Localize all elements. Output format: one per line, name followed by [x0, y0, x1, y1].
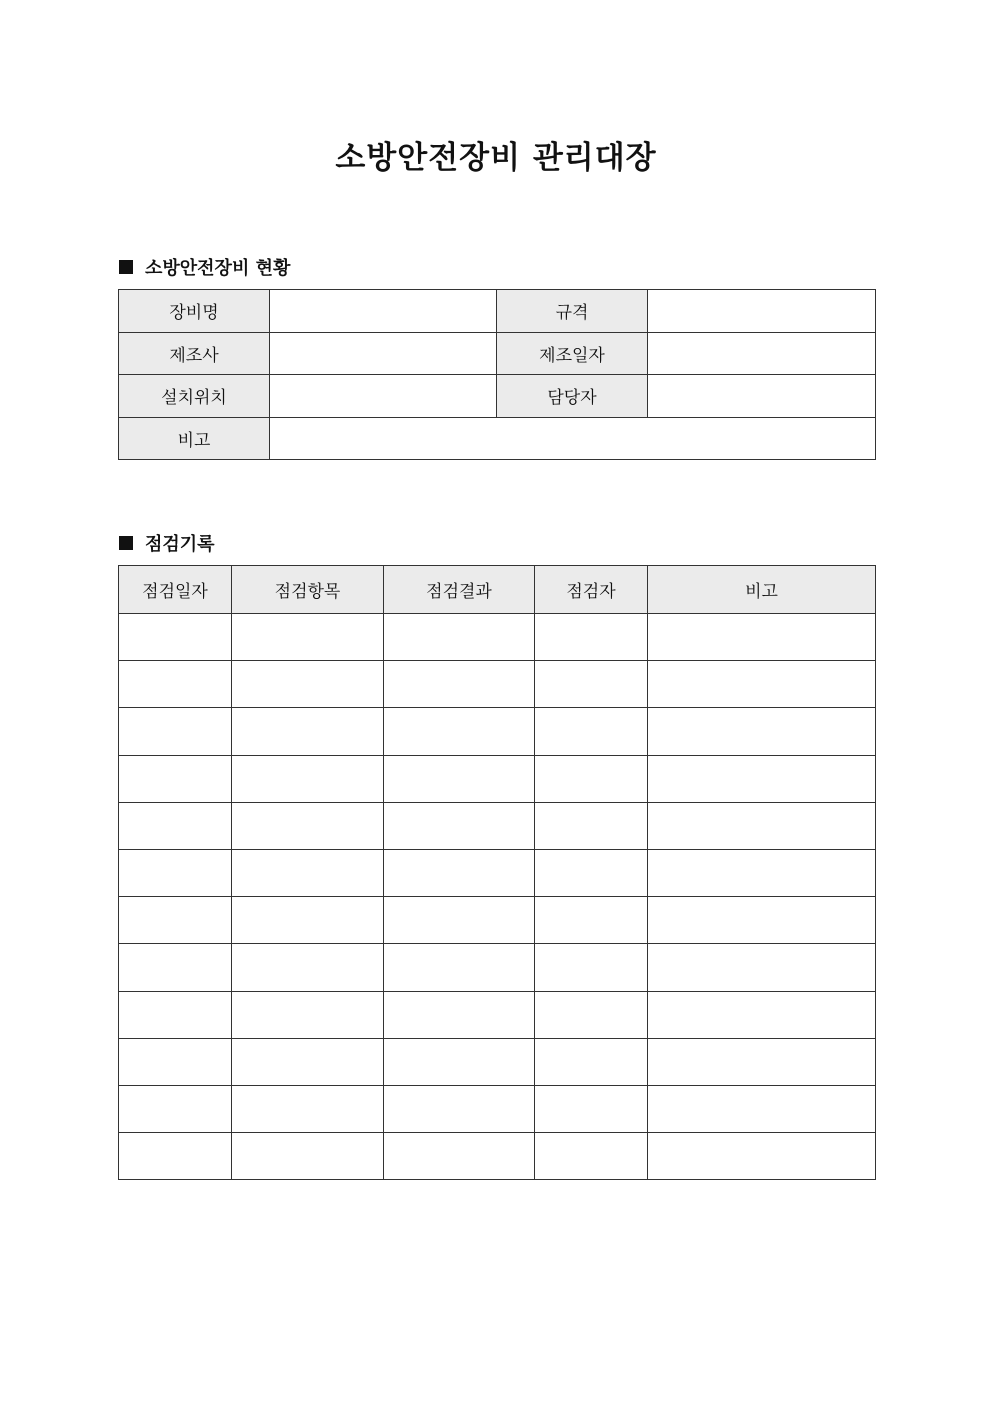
record-cell[interactable]	[648, 991, 876, 1038]
record-cell[interactable]	[232, 755, 384, 802]
record-cell[interactable]	[384, 755, 535, 802]
record-cell[interactable]	[384, 897, 535, 944]
record-cell[interactable]	[648, 661, 876, 708]
table-row	[119, 1133, 876, 1180]
table-row	[119, 991, 876, 1038]
record-cell[interactable]	[232, 944, 384, 991]
record-cell[interactable]	[119, 614, 232, 661]
record-cell[interactable]	[119, 1038, 232, 1085]
table-row	[119, 1038, 876, 1085]
record-cell[interactable]	[119, 802, 232, 849]
record-cell[interactable]	[232, 802, 384, 849]
remarks-field[interactable]	[270, 417, 876, 460]
record-cell[interactable]	[119, 755, 232, 802]
record-cell[interactable]	[384, 661, 535, 708]
status-section-title: 소방안전장비 현황	[145, 258, 291, 279]
manufacture-date-field[interactable]	[648, 332, 876, 375]
person-in-charge-label: 담당자	[497, 375, 648, 418]
table-row	[119, 755, 876, 802]
record-cell[interactable]	[232, 991, 384, 1038]
record-cell[interactable]	[232, 661, 384, 708]
record-cell[interactable]	[119, 661, 232, 708]
record-cell[interactable]	[648, 1085, 876, 1132]
manufacturer-field[interactable]	[270, 332, 497, 375]
record-cell[interactable]	[119, 991, 232, 1038]
equipment-name-label: 장비명	[119, 290, 270, 333]
record-cell[interactable]	[384, 802, 535, 849]
record-cell[interactable]	[384, 1038, 535, 1085]
table-row	[119, 708, 876, 755]
record-section-heading	[119, 530, 215, 556]
table-row	[119, 802, 876, 849]
record-cell[interactable]	[232, 849, 384, 896]
column-header: 점검결과	[384, 566, 535, 614]
record-cell[interactable]	[119, 849, 232, 896]
table-row	[119, 1085, 876, 1132]
record-cell[interactable]	[232, 1038, 384, 1085]
record-cell[interactable]	[535, 1038, 648, 1085]
record-cell[interactable]	[648, 849, 876, 896]
record-cell[interactable]	[535, 661, 648, 708]
record-cell[interactable]	[384, 944, 535, 991]
record-cell[interactable]	[119, 1085, 232, 1132]
record-cell[interactable]	[384, 1085, 535, 1132]
record-cell[interactable]	[119, 944, 232, 991]
record-cell[interactable]	[535, 1085, 648, 1132]
record-cell[interactable]	[648, 614, 876, 661]
record-cell[interactable]	[535, 991, 648, 1038]
record-cell[interactable]	[648, 708, 876, 755]
record-cell[interactable]	[384, 614, 535, 661]
status-row-name	[119, 290, 876, 333]
record-cell[interactable]	[648, 897, 876, 944]
table-row	[119, 849, 876, 896]
inspection-record-table	[118, 565, 876, 1180]
install-location-label: 설치위치	[119, 375, 270, 418]
record-cell[interactable]	[535, 708, 648, 755]
table-row	[119, 897, 876, 944]
status-section-heading	[119, 254, 290, 280]
column-header: 비고	[648, 566, 876, 614]
record-cell[interactable]	[384, 708, 535, 755]
record-cell[interactable]	[648, 802, 876, 849]
status-row-remarks	[119, 417, 876, 460]
record-cell[interactable]	[232, 897, 384, 944]
record-section-title: 점검기록	[145, 534, 215, 555]
record-cell[interactable]	[232, 708, 384, 755]
record-cell[interactable]	[384, 991, 535, 1038]
record-cell[interactable]	[384, 849, 535, 896]
manufacturer-label: 제조사	[119, 332, 270, 375]
status-row-location	[119, 375, 876, 418]
equipment-name-field[interactable]	[270, 290, 497, 333]
record-cell[interactable]	[535, 944, 648, 991]
square-bullet-icon	[119, 260, 133, 274]
document-title: 소방안전장비 관리대장	[335, 140, 657, 176]
spec-label: 규격	[497, 290, 648, 333]
status-row-manufacturer	[119, 332, 876, 375]
record-cell[interactable]	[648, 1038, 876, 1085]
table-row	[119, 661, 876, 708]
record-cell[interactable]	[648, 1133, 876, 1180]
record-header-row	[119, 566, 876, 614]
record-cell[interactable]	[119, 897, 232, 944]
record-cell[interactable]	[232, 614, 384, 661]
record-body	[119, 614, 876, 1180]
spec-field[interactable]	[648, 290, 876, 333]
record-cell[interactable]	[232, 1133, 384, 1180]
record-cell[interactable]	[648, 944, 876, 991]
record-cell[interactable]	[535, 614, 648, 661]
record-cell[interactable]	[535, 802, 648, 849]
column-header: 점검항목	[232, 566, 384, 614]
column-header: 점검일자	[119, 566, 232, 614]
manufacture-date-label: 제조일자	[497, 332, 648, 375]
record-cell[interactable]	[232, 1085, 384, 1132]
record-cell[interactable]	[648, 755, 876, 802]
install-location-field[interactable]	[270, 375, 497, 418]
equipment-status-table	[118, 289, 876, 460]
record-cell[interactable]	[535, 897, 648, 944]
remarks-label: 비고	[119, 417, 270, 460]
table-row	[119, 614, 876, 661]
person-in-charge-field[interactable]	[648, 375, 876, 418]
record-cell[interactable]	[384, 1133, 535, 1180]
record-cell[interactable]	[119, 708, 232, 755]
record-cell[interactable]	[535, 755, 648, 802]
record-cell[interactable]	[119, 1133, 232, 1180]
column-header: 점검자	[535, 566, 648, 614]
table-row	[119, 944, 876, 991]
record-cell[interactable]	[535, 849, 648, 896]
square-bullet-icon	[119, 536, 133, 550]
record-cell[interactable]	[535, 1133, 648, 1180]
